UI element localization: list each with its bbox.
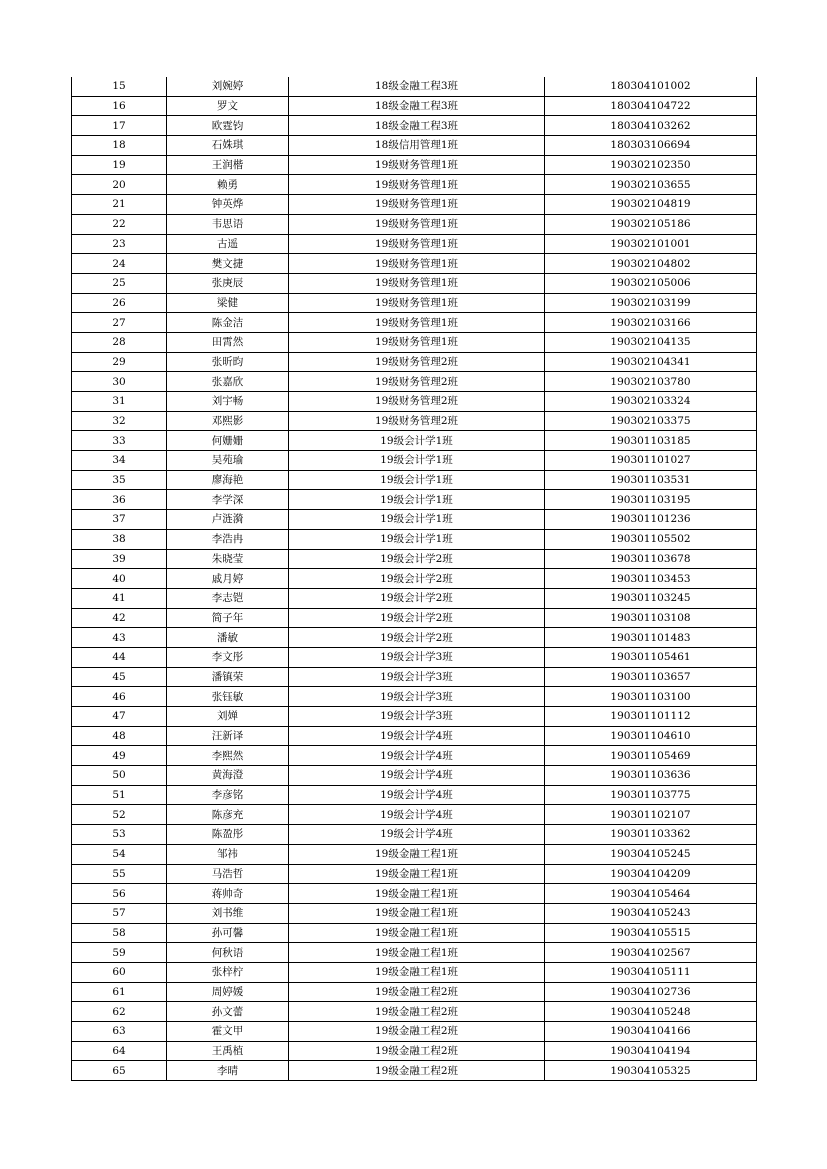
class-name-cell: 19级金融工程1班 xyxy=(289,884,545,904)
row-number-cell: 25 xyxy=(72,273,167,293)
student-name-cell: 黄海澄 xyxy=(167,766,289,786)
row-number-cell: 23 xyxy=(72,234,167,254)
student-id-cell: 180304104722 xyxy=(545,96,757,116)
student-id-cell: 190301103657 xyxy=(545,667,757,687)
table-row xyxy=(72,431,757,451)
row-number-cell: 15 xyxy=(72,77,167,96)
student-name-cell: 古遥 xyxy=(167,234,289,254)
student-name-cell: 廖海艳 xyxy=(167,470,289,490)
student-id-cell: 190302103324 xyxy=(545,392,757,412)
student-roster-table xyxy=(71,77,757,1081)
student-name-cell: 罗文 xyxy=(167,96,289,116)
table-row xyxy=(72,844,757,864)
class-name-cell: 19级会计学2班 xyxy=(289,628,545,648)
class-name-cell: 19级财务管理1班 xyxy=(289,234,545,254)
table-row xyxy=(72,214,757,234)
student-name-cell: 李晴 xyxy=(167,1061,289,1081)
class-name-cell: 19级金融工程2班 xyxy=(289,1061,545,1081)
student-id-cell: 190301103100 xyxy=(545,687,757,707)
table-row xyxy=(72,707,757,727)
table-row xyxy=(72,588,757,608)
table-row xyxy=(72,273,757,293)
table-row xyxy=(72,116,757,136)
student-id-cell: 190304104194 xyxy=(545,1041,757,1061)
table-row xyxy=(72,628,757,648)
student-id-cell: 190304105243 xyxy=(545,903,757,923)
student-id-cell: 190301103453 xyxy=(545,569,757,589)
student-name-cell: 李熙然 xyxy=(167,746,289,766)
row-number-cell: 56 xyxy=(72,884,167,904)
student-name-cell: 朱晓莹 xyxy=(167,549,289,569)
student-name-cell: 张钰敏 xyxy=(167,687,289,707)
class-name-cell: 19级会计学4班 xyxy=(289,766,545,786)
student-id-cell: 190301103245 xyxy=(545,588,757,608)
row-number-cell: 28 xyxy=(72,332,167,352)
table-row xyxy=(72,825,757,845)
row-number-cell: 47 xyxy=(72,707,167,727)
student-name-cell: 刘婉婷 xyxy=(167,77,289,96)
student-name-cell: 潘敏 xyxy=(167,628,289,648)
class-name-cell: 19级会计学3班 xyxy=(289,667,545,687)
row-number-cell: 37 xyxy=(72,510,167,530)
row-number-cell: 18 xyxy=(72,136,167,156)
row-number-cell: 44 xyxy=(72,647,167,667)
table-row xyxy=(72,490,757,510)
student-name-cell: 梁健 xyxy=(167,293,289,313)
student-id-cell: 190301101236 xyxy=(545,510,757,530)
student-id-cell: 190304104166 xyxy=(545,1022,757,1042)
class-name-cell: 19级金融工程2班 xyxy=(289,1002,545,1022)
class-name-cell: 19级会计学1班 xyxy=(289,529,545,549)
student-name-cell: 汪新译 xyxy=(167,726,289,746)
class-name-cell: 19级会计学2班 xyxy=(289,549,545,569)
student-name-cell: 李文彤 xyxy=(167,647,289,667)
row-number-cell: 24 xyxy=(72,254,167,274)
table-row xyxy=(72,234,757,254)
row-number-cell: 46 xyxy=(72,687,167,707)
student-name-cell: 陈盈彤 xyxy=(167,825,289,845)
student-id-cell: 190301101112 xyxy=(545,707,757,727)
table-row xyxy=(72,1061,757,1081)
row-number-cell: 30 xyxy=(72,372,167,392)
student-id-cell: 190301105469 xyxy=(545,746,757,766)
row-number-cell: 32 xyxy=(72,411,167,431)
row-number-cell: 60 xyxy=(72,962,167,982)
class-name-cell: 19级会计学4班 xyxy=(289,825,545,845)
row-number-cell: 38 xyxy=(72,529,167,549)
student-id-cell: 190304105245 xyxy=(545,844,757,864)
class-name-cell: 18级金融工程3班 xyxy=(289,96,545,116)
student-id-cell: 190304102567 xyxy=(545,943,757,963)
table-row xyxy=(72,96,757,116)
student-name-cell: 潘镇荣 xyxy=(167,667,289,687)
student-id-cell: 190302103375 xyxy=(545,411,757,431)
class-name-cell: 18级金融工程3班 xyxy=(289,116,545,136)
class-name-cell: 19级财务管理1班 xyxy=(289,155,545,175)
row-number-cell: 48 xyxy=(72,726,167,746)
student-id-cell: 190304102736 xyxy=(545,982,757,1002)
student-name-cell: 钟英烨 xyxy=(167,195,289,215)
student-name-cell: 刘婵 xyxy=(167,707,289,727)
table-row xyxy=(72,313,757,333)
student-id-cell: 190304105111 xyxy=(545,962,757,982)
class-name-cell: 19级会计学3班 xyxy=(289,707,545,727)
student-id-cell: 190302104135 xyxy=(545,332,757,352)
row-number-cell: 51 xyxy=(72,785,167,805)
student-name-cell: 邹祎 xyxy=(167,844,289,864)
class-name-cell: 19级财务管理1班 xyxy=(289,273,545,293)
student-name-cell: 刘宇畅 xyxy=(167,392,289,412)
table-row xyxy=(72,943,757,963)
row-number-cell: 36 xyxy=(72,490,167,510)
student-name-cell: 卢涟漪 xyxy=(167,510,289,530)
roster-body xyxy=(72,77,757,1081)
student-name-cell: 石姝琪 xyxy=(167,136,289,156)
table-row xyxy=(72,766,757,786)
student-id-cell: 190301103636 xyxy=(545,766,757,786)
student-id-cell: 190304105464 xyxy=(545,884,757,904)
row-number-cell: 34 xyxy=(72,451,167,471)
class-name-cell: 19级金融工程1班 xyxy=(289,844,545,864)
class-name-cell: 19级金融工程2班 xyxy=(289,1022,545,1042)
row-number-cell: 59 xyxy=(72,943,167,963)
class-name-cell: 19级财务管理2班 xyxy=(289,411,545,431)
student-name-cell: 王润楷 xyxy=(167,155,289,175)
row-number-cell: 41 xyxy=(72,588,167,608)
student-name-cell: 李浩冉 xyxy=(167,529,289,549)
student-id-cell: 190304105515 xyxy=(545,923,757,943)
row-number-cell: 33 xyxy=(72,431,167,451)
table-row xyxy=(72,1041,757,1061)
row-number-cell: 16 xyxy=(72,96,167,116)
student-id-cell: 190301105502 xyxy=(545,529,757,549)
student-name-cell: 韦思语 xyxy=(167,214,289,234)
row-number-cell: 43 xyxy=(72,628,167,648)
table-row xyxy=(72,608,757,628)
student-id-cell: 190304105325 xyxy=(545,1061,757,1081)
row-number-cell: 21 xyxy=(72,195,167,215)
class-name-cell: 19级金融工程1班 xyxy=(289,864,545,884)
row-number-cell: 50 xyxy=(72,766,167,786)
class-name-cell: 19级会计学1班 xyxy=(289,470,545,490)
student-id-cell: 190304104209 xyxy=(545,864,757,884)
class-name-cell: 19级财务管理1班 xyxy=(289,214,545,234)
student-name-cell: 简子年 xyxy=(167,608,289,628)
student-name-cell: 李彦铭 xyxy=(167,785,289,805)
student-name-cell: 何姗姗 xyxy=(167,431,289,451)
class-name-cell: 19级会计学2班 xyxy=(289,569,545,589)
class-name-cell: 19级金融工程2班 xyxy=(289,1041,545,1061)
student-name-cell: 张梓柠 xyxy=(167,962,289,982)
student-id-cell: 190301101027 xyxy=(545,451,757,471)
table-row xyxy=(72,982,757,1002)
row-number-cell: 17 xyxy=(72,116,167,136)
table-row xyxy=(72,687,757,707)
row-number-cell: 61 xyxy=(72,982,167,1002)
class-name-cell: 19级会计学4班 xyxy=(289,785,545,805)
row-number-cell: 22 xyxy=(72,214,167,234)
student-id-cell: 190301105461 xyxy=(545,647,757,667)
row-number-cell: 65 xyxy=(72,1061,167,1081)
table-row xyxy=(72,175,757,195)
row-number-cell: 19 xyxy=(72,155,167,175)
table-row xyxy=(72,903,757,923)
table-row xyxy=(72,254,757,274)
row-number-cell: 20 xyxy=(72,175,167,195)
student-id-cell: 190301103108 xyxy=(545,608,757,628)
student-name-cell: 樊文捷 xyxy=(167,254,289,274)
student-id-cell: 190301104610 xyxy=(545,726,757,746)
student-name-cell: 李学深 xyxy=(167,490,289,510)
student-name-cell: 马浩哲 xyxy=(167,864,289,884)
student-roster-sheet xyxy=(71,77,756,1081)
table-row xyxy=(72,923,757,943)
row-number-cell: 35 xyxy=(72,470,167,490)
student-name-cell: 李志铠 xyxy=(167,588,289,608)
student-id-cell: 190302103166 xyxy=(545,313,757,333)
class-name-cell: 19级会计学2班 xyxy=(289,588,545,608)
table-row xyxy=(72,136,757,156)
student-id-cell: 180304101002 xyxy=(545,77,757,96)
table-row xyxy=(72,785,757,805)
student-name-cell: 刘书维 xyxy=(167,903,289,923)
row-number-cell: 55 xyxy=(72,864,167,884)
class-name-cell: 19级财务管理1班 xyxy=(289,175,545,195)
student-name-cell: 霍文甲 xyxy=(167,1022,289,1042)
class-name-cell: 18级金融工程3班 xyxy=(289,77,545,96)
class-name-cell: 19级财务管理1班 xyxy=(289,332,545,352)
row-number-cell: 26 xyxy=(72,293,167,313)
row-number-cell: 52 xyxy=(72,805,167,825)
class-name-cell: 19级会计学1班 xyxy=(289,490,545,510)
class-name-cell: 19级财务管理2班 xyxy=(289,352,545,372)
table-row xyxy=(72,392,757,412)
table-row xyxy=(72,726,757,746)
student-name-cell: 戚月婷 xyxy=(167,569,289,589)
row-number-cell: 40 xyxy=(72,569,167,589)
table-row xyxy=(72,411,757,431)
table-row xyxy=(72,470,757,490)
row-number-cell: 53 xyxy=(72,825,167,845)
table-row xyxy=(72,510,757,530)
table-row xyxy=(72,884,757,904)
class-name-cell: 19级财务管理1班 xyxy=(289,293,545,313)
class-name-cell: 19级会计学3班 xyxy=(289,687,545,707)
student-id-cell: 190302102350 xyxy=(545,155,757,175)
row-number-cell: 49 xyxy=(72,746,167,766)
student-id-cell: 190302101001 xyxy=(545,234,757,254)
student-id-cell: 190301101483 xyxy=(545,628,757,648)
student-name-cell: 陈彦充 xyxy=(167,805,289,825)
student-id-cell: 190301103775 xyxy=(545,785,757,805)
student-id-cell: 190301103678 xyxy=(545,549,757,569)
table-row xyxy=(72,352,757,372)
row-number-cell: 62 xyxy=(72,1002,167,1022)
student-id-cell: 190301103362 xyxy=(545,825,757,845)
student-name-cell: 邓熙影 xyxy=(167,411,289,431)
student-id-cell: 190302105186 xyxy=(545,214,757,234)
table-row xyxy=(72,195,757,215)
class-name-cell: 19级财务管理2班 xyxy=(289,392,545,412)
student-id-cell: 190302104341 xyxy=(545,352,757,372)
class-name-cell: 19级会计学3班 xyxy=(289,647,545,667)
student-id-cell: 180303106694 xyxy=(545,136,757,156)
row-number-cell: 63 xyxy=(72,1022,167,1042)
student-name-cell: 赖勇 xyxy=(167,175,289,195)
class-name-cell: 19级财务管理1班 xyxy=(289,254,545,274)
student-name-cell: 陈金洁 xyxy=(167,313,289,333)
row-number-cell: 57 xyxy=(72,903,167,923)
row-number-cell: 39 xyxy=(72,549,167,569)
table-row xyxy=(72,451,757,471)
class-name-cell: 19级会计学1班 xyxy=(289,431,545,451)
student-name-cell: 张嘉欣 xyxy=(167,372,289,392)
class-name-cell: 19级财务管理1班 xyxy=(289,313,545,333)
student-id-cell: 180304103262 xyxy=(545,116,757,136)
table-row xyxy=(72,569,757,589)
row-number-cell: 27 xyxy=(72,313,167,333)
class-name-cell: 19级财务管理2班 xyxy=(289,372,545,392)
student-name-cell: 蒋帅奇 xyxy=(167,884,289,904)
table-row xyxy=(72,77,757,96)
table-row xyxy=(72,372,757,392)
class-name-cell: 19级会计学1班 xyxy=(289,451,545,471)
table-row xyxy=(72,549,757,569)
class-name-cell: 18级信用管理1班 xyxy=(289,136,545,156)
table-row xyxy=(72,529,757,549)
student-id-cell: 190301103531 xyxy=(545,470,757,490)
row-number-cell: 31 xyxy=(72,392,167,412)
row-number-cell: 54 xyxy=(72,844,167,864)
class-name-cell: 19级金融工程1班 xyxy=(289,943,545,963)
class-name-cell: 19级财务管理1班 xyxy=(289,195,545,215)
table-row xyxy=(72,332,757,352)
row-number-cell: 64 xyxy=(72,1041,167,1061)
row-number-cell: 58 xyxy=(72,923,167,943)
student-id-cell: 190302104802 xyxy=(545,254,757,274)
student-name-cell: 孙文蕾 xyxy=(167,1002,289,1022)
class-name-cell: 19级金融工程1班 xyxy=(289,903,545,923)
table-row xyxy=(72,746,757,766)
class-name-cell: 19级金融工程1班 xyxy=(289,923,545,943)
table-row xyxy=(72,647,757,667)
student-id-cell: 190301103195 xyxy=(545,490,757,510)
table-row xyxy=(72,293,757,313)
student-id-cell: 190304105248 xyxy=(545,1002,757,1022)
class-name-cell: 19级会计学2班 xyxy=(289,608,545,628)
student-name-cell: 田霄然 xyxy=(167,332,289,352)
table-row xyxy=(72,864,757,884)
student-name-cell: 张昕昀 xyxy=(167,352,289,372)
table-row xyxy=(72,805,757,825)
student-id-cell: 190301102107 xyxy=(545,805,757,825)
student-id-cell: 190302105006 xyxy=(545,273,757,293)
row-number-cell: 45 xyxy=(72,667,167,687)
student-id-cell: 190301103185 xyxy=(545,431,757,451)
student-name-cell: 张庚辰 xyxy=(167,273,289,293)
class-name-cell: 19级会计学4班 xyxy=(289,805,545,825)
class-name-cell: 19级会计学4班 xyxy=(289,726,545,746)
student-id-cell: 190302103655 xyxy=(545,175,757,195)
row-number-cell: 42 xyxy=(72,608,167,628)
row-number-cell: 29 xyxy=(72,352,167,372)
table-row xyxy=(72,962,757,982)
student-name-cell: 孙可馨 xyxy=(167,923,289,943)
table-row xyxy=(72,1022,757,1042)
student-name-cell: 何秋语 xyxy=(167,943,289,963)
class-name-cell: 19级会计学1班 xyxy=(289,510,545,530)
student-id-cell: 190302104819 xyxy=(545,195,757,215)
student-name-cell: 王禹植 xyxy=(167,1041,289,1061)
class-name-cell: 19级会计学4班 xyxy=(289,746,545,766)
table-row xyxy=(72,155,757,175)
student-name-cell: 欧霆钧 xyxy=(167,116,289,136)
table-row xyxy=(72,667,757,687)
class-name-cell: 19级金融工程1班 xyxy=(289,962,545,982)
student-id-cell: 190302103780 xyxy=(545,372,757,392)
student-name-cell: 吴苑瑜 xyxy=(167,451,289,471)
student-id-cell: 190302103199 xyxy=(545,293,757,313)
student-name-cell: 周婷媛 xyxy=(167,982,289,1002)
table-row xyxy=(72,1002,757,1022)
class-name-cell: 19级金融工程2班 xyxy=(289,982,545,1002)
